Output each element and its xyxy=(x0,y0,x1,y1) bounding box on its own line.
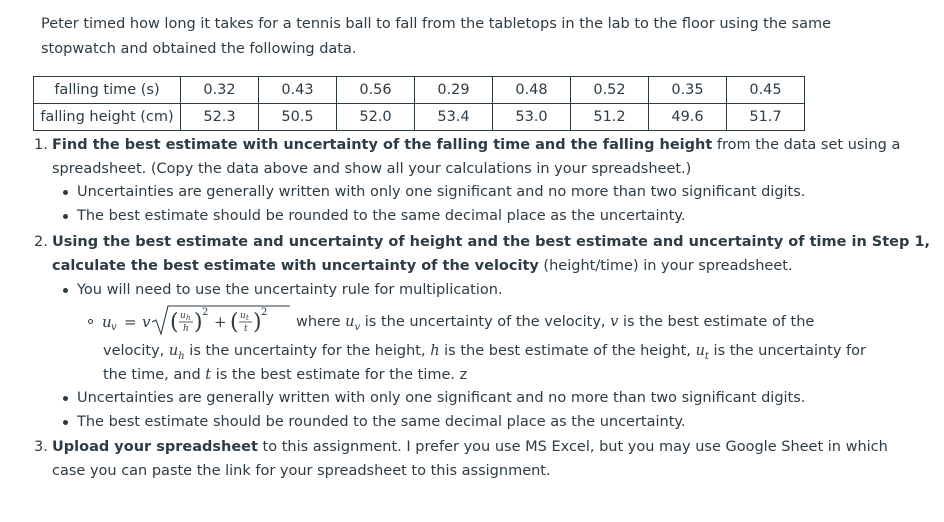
step-2-bold-2: calculate the best estimate with uncertainty of the velocity xyxy=(52,258,539,274)
math-v: v xyxy=(610,314,619,330)
bullet-icon xyxy=(63,214,68,219)
step-1-rest: from the data set using a xyxy=(712,137,901,153)
math-t: t xyxy=(205,367,212,383)
table-cell: 51.7 xyxy=(727,104,805,131)
svg-text:): ) xyxy=(253,310,262,335)
table-cell: 52.3 xyxy=(181,104,259,131)
step-1-bullet: Uncertainties are generally written with only one significant and no more than two significant digits. xyxy=(77,184,806,200)
svg-text:h: h xyxy=(186,314,191,322)
step-number: 3. xyxy=(34,439,48,455)
formula-desc-line-1 xyxy=(296,310,814,340)
table-cell: 53.4 xyxy=(415,104,493,131)
step-3-bold: Upload your spreadsheet xyxy=(52,439,258,455)
row-header-time: falling time (s) xyxy=(34,77,181,104)
step-2-line-1 xyxy=(52,230,930,254)
table-cell: 0.29 xyxy=(415,77,493,104)
formula-desc-text: is the best estimate for the time. z xyxy=(211,367,468,383)
svg-text:=: = xyxy=(124,313,137,331)
bullet-icon xyxy=(63,420,68,425)
table-cell: 50.5 xyxy=(259,104,337,131)
svg-text:v: v xyxy=(111,322,117,333)
step-number: 2. xyxy=(34,234,48,250)
formula-desc-text: velocity, xyxy=(103,343,169,359)
bullet-icon xyxy=(63,190,68,195)
table-cell: 0.32 xyxy=(181,77,259,104)
svg-text:v: v xyxy=(142,313,151,331)
svg-text:u: u xyxy=(102,313,112,331)
sub-bullet-icon xyxy=(88,319,93,324)
bullet-icon xyxy=(63,288,68,293)
step-3-rest: to this assignment. I prefer you use MS Excel, but you may use Google Sheet in which xyxy=(257,439,888,455)
table-row xyxy=(34,77,805,104)
math-ut: $u_t$ xyxy=(695,343,709,362)
table-cell: 0.56 xyxy=(337,77,415,104)
svg-text:t: t xyxy=(244,324,248,334)
svg-text:2: 2 xyxy=(261,307,268,318)
math-uh: $u_h$ xyxy=(168,343,185,362)
table-cell: 49.6 xyxy=(649,104,727,131)
formula-desc-text: is the uncertainty for xyxy=(708,343,866,359)
svg-text:+: + xyxy=(214,313,227,331)
row-header-height: falling height (cm) xyxy=(34,104,181,131)
svg-text:u: u xyxy=(180,311,186,321)
formula-desc-text: is the best estimate of the height, xyxy=(439,343,696,359)
math-h: h xyxy=(430,343,440,359)
formula-desc-text: is the uncertainty of the velocity, xyxy=(360,314,611,330)
table-cell: 0.35 xyxy=(649,77,727,104)
formula-graphic xyxy=(102,302,292,338)
formula-desc-text: is the uncertainty for the height, xyxy=(184,343,431,359)
table-cell: 52.0 xyxy=(337,104,415,131)
formula-desc-line-3 xyxy=(103,363,467,387)
step-1-bullet: The best estimate should be rounded to the same decimal place as the uncertainty. xyxy=(77,208,686,224)
formula-desc-text: the time, and xyxy=(103,367,206,383)
data-table xyxy=(33,76,805,131)
step-1-line-1 xyxy=(52,133,900,157)
step-2-bold-1: Using the best estimate and uncertainty of height and the best estimate and uncertainty of time in Step 1, xyxy=(52,234,931,250)
table-cell: 0.43 xyxy=(259,77,337,104)
svg-text:): ) xyxy=(194,310,203,335)
formula-desc-text: is the best estimate of the xyxy=(618,314,815,330)
svg-text:(: ( xyxy=(230,310,239,335)
step-1-bold: Find the best estimate with uncertainty of the falling time and the falling height xyxy=(52,137,713,153)
step-2-rest: (height/time) in your spreadsheet. xyxy=(538,258,793,274)
step-2-bullet: Uncertainties are generally written with only one significant and no more than two significant digits. xyxy=(77,390,806,406)
step-2-line-2 xyxy=(52,254,793,278)
bullet-icon xyxy=(63,396,68,401)
intro-paragraph: Peter timed how long it takes for a tennis ball to fall from the tabletops in the lab to the floor using the same stopwatch and obtained the following data. xyxy=(41,16,832,57)
step-3-line-2: case you can paste the link for your spreadsheet to this assignment. xyxy=(52,463,551,479)
svg-text:h: h xyxy=(183,324,189,334)
step-1-line-2: spreadsheet. (Copy the data above and show all your calculations in your spreadsheet.) xyxy=(52,161,692,177)
table-cell: 0.45 xyxy=(727,77,805,104)
table-cell: 0.48 xyxy=(493,77,571,104)
step-number: 1. xyxy=(34,137,48,153)
step-2-bullet-rule: You will need to use the uncertainty rule for multiplication. xyxy=(77,282,503,298)
step-3-line-1 xyxy=(52,435,888,459)
formula-desc-text: where xyxy=(296,314,346,330)
svg-text:(: ( xyxy=(170,310,179,335)
svg-text:2: 2 xyxy=(202,307,209,318)
svg-text:u: u xyxy=(240,311,246,321)
table-cell: 0.52 xyxy=(571,77,649,104)
svg-text:t: t xyxy=(246,314,249,322)
table-row xyxy=(34,104,805,131)
table-cell: 51.2 xyxy=(571,104,649,131)
table-cell: 53.0 xyxy=(493,104,571,131)
uncertainty-formula xyxy=(102,302,292,334)
step-2-bullet: The best estimate should be rounded to the same decimal place as the uncertainty. xyxy=(77,414,686,430)
math-uv: $u_v$ xyxy=(345,314,361,333)
